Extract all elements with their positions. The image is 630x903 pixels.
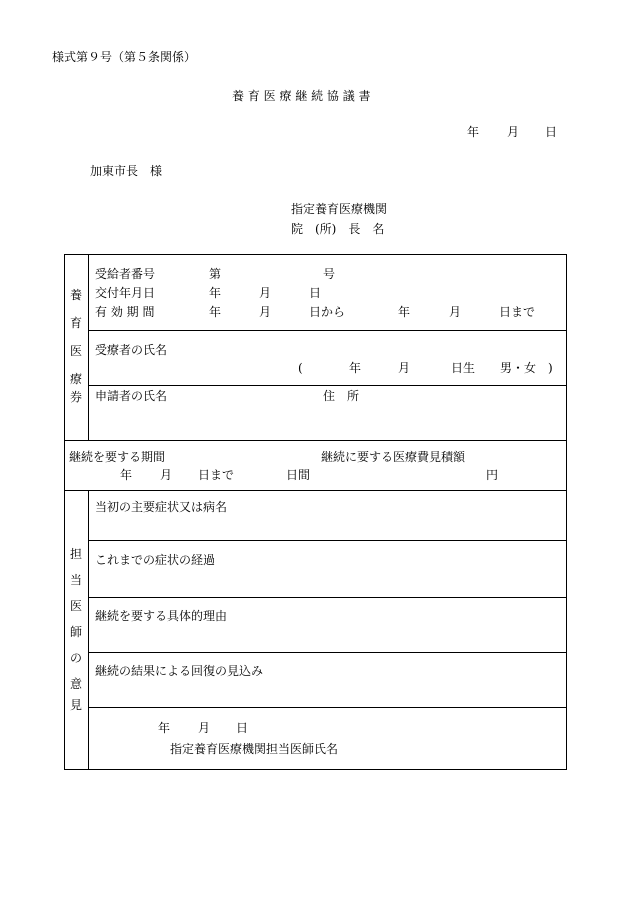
patient-sex: 男・女 — [500, 361, 537, 375]
addressee: 加東市長 様 — [90, 164, 163, 178]
validity-year1: 年 — [209, 305, 222, 319]
header-date-day: 日 — [545, 125, 558, 139]
period-until: 日まで — [198, 468, 235, 482]
validity-month2: 月 — [449, 305, 462, 319]
validity-year2: 年 — [398, 305, 411, 319]
patient-close-paren: ) — [548, 361, 553, 375]
row-divider — [64, 490, 566, 491]
header-date-month: 月 — [507, 125, 520, 139]
patient-open-paren: ( — [298, 361, 303, 375]
recipient-no-label: 受給者番号 — [95, 267, 156, 281]
patient-birth-month: 月 — [398, 361, 411, 375]
institution-label: 指定養育医療機関 — [291, 202, 388, 216]
row-divider — [88, 385, 566, 386]
recipient-no-dai: 第 — [209, 267, 222, 281]
period-days: 日間 — [286, 468, 311, 482]
director-label: 院 (所) 長 名 — [291, 222, 385, 236]
period-month: 月 — [160, 468, 173, 482]
opinion-date-year: 年 — [158, 721, 171, 735]
ticket-side-divider — [88, 254, 89, 440]
period-label: 継続を要する期間 — [69, 450, 166, 464]
form-number: 様式第９号（第５条関係） — [52, 50, 197, 64]
validity-day1: 日から — [309, 305, 346, 319]
symptom-course-label: これまでの症状の経過 — [95, 553, 216, 567]
opinion-date-day: 日 — [236, 721, 249, 735]
cost-estimate-label: 継続に要する医療費見積額 — [321, 450, 466, 464]
patient-birth-year: 年 — [349, 361, 362, 375]
validity-day2: 日まで — [499, 305, 536, 319]
recovery-prospect-label: 継続の結果による回復の見込み — [95, 664, 264, 678]
row-divider — [88, 597, 566, 598]
cost-yen: 円 — [486, 468, 499, 482]
row-divider — [88, 707, 566, 708]
patient-name-label: 受療者の氏名 — [95, 343, 168, 357]
applicant-name-label: 申請者の氏名 — [95, 389, 168, 403]
period-year: 年 — [120, 468, 133, 482]
document-title: 養 育 医 療 継 続 協 議 書 — [232, 89, 371, 103]
main-symptom-label: 当初の主要症状又は病名 — [95, 500, 228, 514]
opinion-side-divider — [88, 490, 89, 770]
validity-month1: 月 — [259, 305, 272, 319]
issue-date-day: 日 — [309, 286, 322, 300]
issue-date-label: 交付年月日 — [95, 286, 156, 300]
recipient-no-go: 号 — [323, 267, 336, 281]
issue-date-month: 月 — [259, 286, 272, 300]
applicant-address-label: 住 所 — [323, 389, 360, 403]
row-divider — [88, 540, 566, 541]
validity-label: 有 効 期 間 — [95, 305, 155, 319]
issue-date-year: 年 — [209, 286, 222, 300]
header-date-year: 年 — [467, 125, 480, 139]
doctor-name-label: 指定養育医療機関担当医師氏名 — [170, 742, 339, 756]
row-divider — [64, 440, 566, 441]
patient-birth-day: 日生 — [451, 361, 476, 375]
continuation-reason-label: 継続を要する具体的理由 — [95, 609, 228, 623]
opinion-date-month: 月 — [198, 721, 211, 735]
row-divider — [88, 652, 566, 653]
row-divider — [88, 330, 566, 331]
